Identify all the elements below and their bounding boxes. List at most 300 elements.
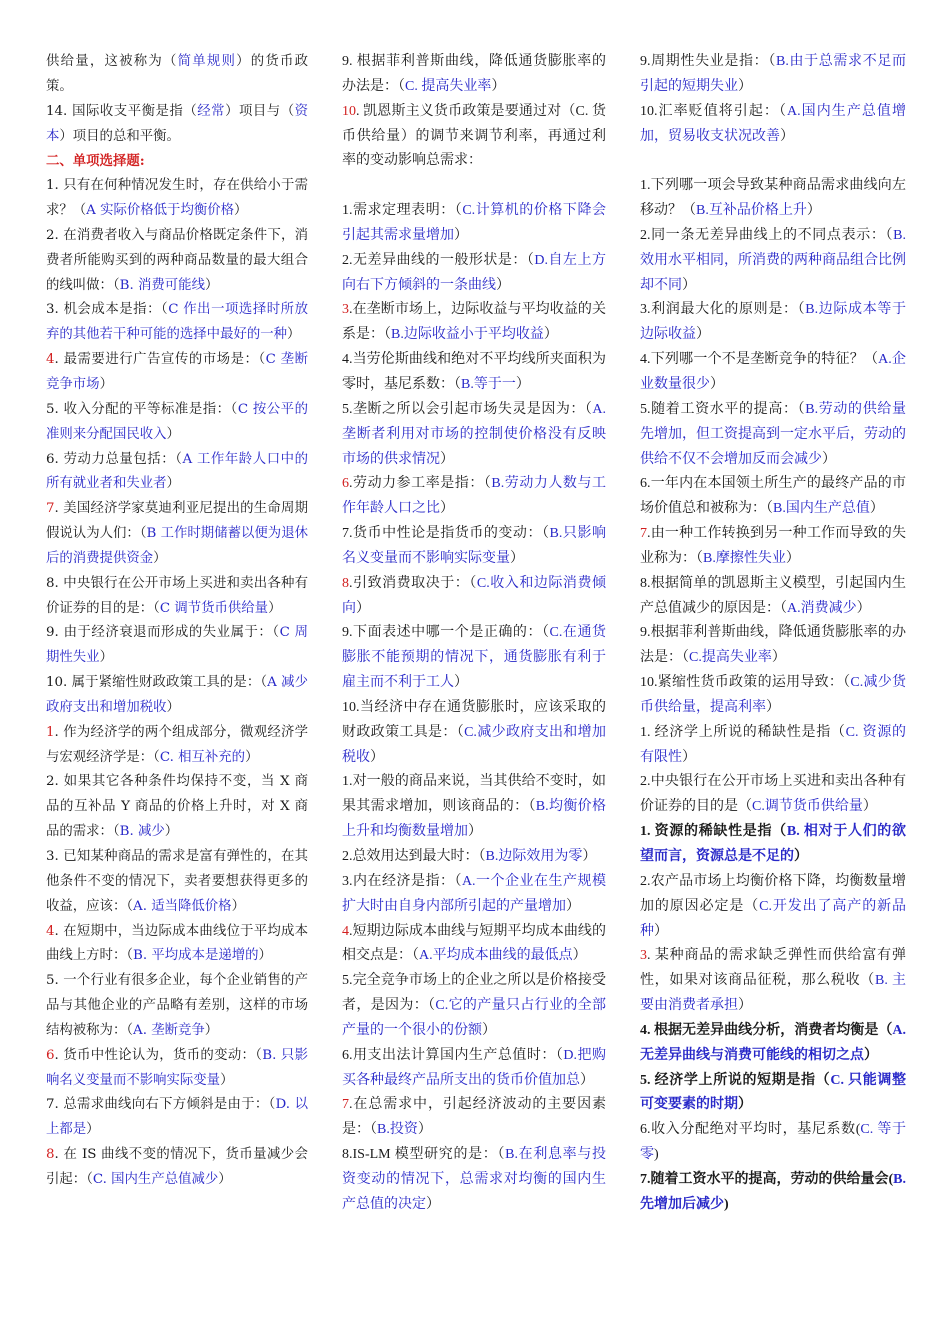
question-text: . 中央银行在公开市场上买进和卖出各种有价证券的目的是：（ — [46, 575, 308, 616]
question-text: .垄断之所以会引起市场失灵是因为：（ — [349, 401, 593, 417]
question-number: 10 — [640, 103, 654, 119]
question-text: .收入分配绝对平均时，基尼系数( — [647, 1122, 861, 1138]
answer-text: B. 平均成本是递增的 — [133, 948, 259, 964]
question-text: . 根据菲利普斯曲线，降低通货膨胀率的办法是：（ — [342, 54, 606, 94]
question-text: .下面表述中哪一个是正确的：（ — [349, 625, 550, 641]
question-text: .短期边际成本曲线与短期平均成本曲线的相交点是：（ — [342, 923, 606, 964]
question-item — [342, 870, 606, 920]
question-text-tail: ） — [654, 923, 668, 939]
question-item — [640, 298, 906, 348]
question-number: 7 — [640, 1171, 647, 1187]
question-text: .一年内在本国领土所生产的最终产品的市场价值总和被称为：（ — [640, 476, 906, 517]
answer-text: A.消费减少 — [787, 600, 857, 616]
answer-text: B 工作时期储蓄以便为退休后的消费提供资金 — [46, 526, 308, 566]
question-text-tail: ) — [724, 1196, 729, 1212]
question-item — [342, 845, 606, 870]
question-text: . 在短期中，当边际成本曲线位于平均成本曲线上方时：（ — [46, 923, 308, 964]
question-text: .在总需求中，引起经济波动的主要因素是：（ — [342, 1097, 606, 1138]
question-text-tail: ） — [166, 476, 180, 492]
question-number: 5 — [46, 973, 55, 989]
question-text: . 最需要进行广告宣传的市场是：（ — [54, 352, 266, 368]
answer-text: B. 先增加后减少 — [640, 1171, 907, 1212]
question-text: .对一般的商品来说，当其供给不变时，如果其需求增加，则该商品的：（ — [342, 774, 606, 815]
question-text: .随着工资水平的提高：（ — [647, 401, 806, 417]
answer-text: B. 相对于人们的欲望而言，资源总是不足的 — [640, 824, 906, 864]
question-item — [46, 572, 308, 622]
question-item — [342, 249, 606, 299]
question-number: 1 — [640, 178, 647, 194]
question-text: . 只有在何种情况发生时，存在供给小于需求？（ — [46, 178, 308, 219]
question-number: 4 — [46, 352, 55, 368]
question-item — [342, 969, 606, 1044]
question-item — [46, 224, 308, 299]
question-text-tail: ） — [370, 749, 384, 765]
answer-text: B.边际效用为零 — [485, 849, 583, 864]
question-number: 5 — [46, 401, 55, 417]
answer-text: C.减少货币供给量，提高利率 — [640, 675, 907, 715]
question-number: 3 — [46, 302, 55, 318]
answer-text: C. 提高失业率 — [405, 78, 492, 94]
question-item — [46, 448, 308, 498]
question-item — [640, 398, 906, 473]
question-number: 4 — [640, 1022, 647, 1038]
question-text-tail: ） — [468, 824, 482, 840]
question-number: 9 — [640, 625, 647, 641]
question-number: 7 — [640, 526, 647, 542]
question-text-tail: ） — [682, 749, 696, 765]
question-text: .用支出法计算国内生产总值时：（ — [349, 1047, 564, 1063]
question-item — [342, 100, 606, 175]
question-text-tail: ） — [356, 600, 370, 616]
question-text-tail: ） — [440, 451, 454, 467]
question-item — [640, 1019, 906, 1069]
question-item — [342, 1143, 606, 1218]
question-text-tail: ） — [869, 501, 884, 517]
question-text-tail: ） — [696, 327, 710, 343]
answer-text: D.把购买各种最终产品所支出的货币价值加总 — [342, 1047, 606, 1088]
question-number: 3 — [640, 948, 647, 964]
answer-text: C.计算机的价格下降会引起其需求量增加 — [342, 203, 606, 243]
question-number: 9 — [46, 625, 55, 641]
answer-text: A.平均成本曲线的最低点 — [419, 948, 573, 964]
question-text-tail: ） — [245, 749, 259, 765]
answer-text: A. 垄断竞争 — [133, 1022, 205, 1038]
answer-text: B.摩擦性失业 — [703, 550, 786, 566]
question-text-tail: ）项目的总和平衡。 — [59, 128, 180, 144]
question-text: .劳动力参工率是指：（ — [349, 476, 492, 492]
question-number: 10 — [342, 699, 356, 715]
question-item — [46, 174, 308, 224]
question-item — [640, 1168, 906, 1218]
question-text: .货币中性论是指货币的变动：（ — [349, 526, 550, 542]
question-item — [46, 920, 308, 970]
question-text: .下列哪一个不是垄断竞争的特征？（ — [647, 352, 879, 368]
question-text-tail: ） — [496, 277, 510, 293]
question-item — [342, 1093, 606, 1143]
answer-text: B.投资 — [377, 1122, 418, 1138]
question-item — [640, 870, 906, 945]
column-middle — [342, 50, 606, 1218]
question-text: .需求定理表明：（ — [349, 203, 463, 219]
question-text-tail: ） — [268, 600, 282, 616]
question-number: 8 — [46, 1147, 55, 1163]
question-text: . 国际收支平衡是指（ — [63, 103, 198, 119]
question-item — [342, 50, 606, 100]
question-item — [640, 224, 906, 299]
question-number: 9 — [640, 54, 647, 69]
question-text-tail: ） — [785, 550, 800, 566]
question-item — [46, 398, 308, 448]
question-text: .完全竞争市场上的企业之所以是价格接受者，是因为：（ — [342, 973, 606, 1014]
question-text: .利润最大化的原则是：（ — [647, 302, 806, 318]
question-item — [46, 1143, 308, 1193]
answer-text: B.效用水平相同，所消费的两种商品组合比例却不同 — [640, 227, 906, 293]
answer-text: B.劳动的供给量先增加，但工资提高到一定水平后，劳动的供给不仅不会增加反而会减少 — [640, 401, 907, 467]
question-text-tail: ） — [258, 948, 272, 964]
question-item — [342, 348, 606, 398]
answer-text: B.由于总需求不足而引起的短期失业 — [640, 54, 907, 94]
question-item — [640, 621, 906, 671]
question-number: 1 — [342, 774, 349, 790]
question-text-tail: ） — [582, 849, 597, 864]
question-text: .当经济中存在通货膨胀时，应该采取的财政政策工具是：（ — [342, 699, 606, 740]
question-number: 3 — [46, 849, 55, 864]
question-number: 1 — [46, 178, 55, 194]
question-number: 10 — [640, 675, 654, 691]
answer-text: D. 以上都是 — [46, 1097, 308, 1138]
question-number: 3 — [342, 302, 349, 318]
question-text: .周期性失业是指：（ — [647, 54, 776, 69]
question-text-tail: ） — [491, 78, 506, 94]
question-text-tail: ） — [166, 699, 180, 715]
question-text: . 经济学上所说的短期是指（ — [647, 1072, 831, 1088]
question-item — [342, 770, 606, 845]
question-number: 6 — [640, 1122, 647, 1138]
answer-text: 简单规则 — [177, 54, 237, 69]
question-number: 5 — [342, 401, 349, 417]
question-text-tail: ） — [417, 1122, 432, 1138]
answer-text: B.国内生产总值 — [773, 501, 870, 517]
question-number: 6 — [342, 1047, 349, 1063]
question-item — [46, 621, 308, 671]
question-text-tail: ） — [738, 1097, 752, 1113]
answer-text: A 实际价格低于均衡价格 — [86, 203, 235, 219]
question-text: .IS-LM 模型研究的是：（ — [349, 1147, 506, 1163]
question-text-tail: ） — [856, 600, 871, 616]
question-item — [46, 298, 308, 348]
answer-text: C.减少政府支出和增加税收 — [342, 724, 606, 765]
question-text-tail: ） — [822, 451, 836, 467]
answer-text: A 减少政府支出和增加税收 — [46, 675, 308, 715]
question-text-tail: ） — [682, 277, 696, 293]
question-text-tail: ） — [510, 550, 524, 566]
question-text-tail: ） — [164, 824, 179, 840]
question-text-tail: ） — [204, 1022, 219, 1038]
question-text-tail: ） — [204, 277, 219, 293]
question-number: 14 — [46, 103, 64, 119]
question-item — [342, 920, 606, 970]
question-number: 10 — [46, 675, 64, 691]
answer-text: B. 减少 — [119, 824, 165, 840]
question-text-tail: ） — [806, 203, 821, 219]
question-item — [640, 50, 906, 100]
question-text: . 机会成本是指：（ — [54, 302, 169, 318]
question-text-tail: ） — [794, 849, 808, 864]
question-item — [46, 1093, 308, 1143]
question-text-tail: ） — [426, 1196, 440, 1212]
question-item — [46, 969, 308, 1044]
answer-text: A.企业数量很少 — [640, 352, 906, 392]
question-item — [640, 671, 906, 721]
question-text: .由一种工作转换到另一种工作而导致的失业称为：（ — [640, 526, 906, 566]
question-number: 9 — [342, 625, 349, 641]
question-text-tail: ） — [454, 227, 468, 243]
answer-text: 经常 — [197, 103, 226, 119]
question-item — [342, 199, 606, 249]
question-number: 2 — [342, 849, 349, 864]
question-item — [640, 1118, 906, 1168]
question-item — [46, 348, 308, 398]
question-item — [342, 572, 606, 622]
question-text-tail: ） — [864, 1047, 878, 1063]
question-text: . 属于紧缩性财政政策工具的是：（ — [63, 675, 268, 691]
answer-text: D.自左上方向右下方倾斜的一条曲线 — [342, 252, 606, 293]
question-text: 供给量，这被称为（ — [46, 54, 178, 69]
question-item — [46, 50, 308, 100]
answer-text: C 垄断竞争市场 — [46, 352, 308, 392]
question-item — [342, 1044, 606, 1094]
question-number: 2 — [640, 227, 647, 243]
question-number: 7 — [46, 1097, 55, 1113]
answer-text: B. 消费可能线 — [119, 277, 205, 293]
question-item — [640, 472, 906, 522]
question-number: 7 — [342, 526, 349, 542]
answer-text: B.劳动力人数与工作年龄人口之比 — [342, 476, 606, 517]
question-number: 8 — [342, 575, 349, 591]
question-text: . 某种商品的需求缺乏弹性而供给富有弹性，如果对该商品征税，那么税收（ — [640, 948, 906, 989]
answer-text: C. 相互补充的 — [159, 749, 246, 765]
answer-text: C 调节货币供给量 — [159, 600, 269, 616]
question-item — [640, 522, 906, 572]
answer-text: C 作出一项选择时所放弃的其他若干种可能的选择中最好的一种 — [46, 302, 308, 343]
question-item — [640, 944, 906, 1019]
answer-text: B.互补品价格上升 — [696, 203, 807, 219]
question-text-tail: ） — [99, 376, 113, 392]
answer-text: C. 国内生产总值减少 — [92, 1171, 219, 1187]
question-text: . 货币中性论认为，货币的变动：（ — [54, 1047, 263, 1063]
question-text-tail: ） — [231, 898, 245, 914]
question-number: 8 — [46, 575, 55, 591]
question-text: .根据简单的凯恩斯主义模型，引起国内生产总值减少的原因是：（ — [640, 575, 906, 616]
answer-text: B.均衡价格上升和均衡数量增加 — [342, 799, 607, 840]
question-number: 5 — [640, 401, 647, 417]
question-number: 3 — [342, 873, 349, 889]
question-item — [640, 1069, 906, 1119]
question-number: 6 — [46, 451, 55, 467]
question-text: .当劳伦斯曲线和绝对不平均线所夹面积为零时，基尼系数：（ — [342, 352, 606, 392]
question-text-tail: ） — [287, 327, 301, 343]
question-text: .总效用达到最大时：（ — [349, 849, 486, 864]
answer-text: C. 资源的有限性 — [640, 724, 907, 765]
question-item — [46, 845, 308, 920]
question-number: 6 — [342, 476, 349, 492]
question-number: 5 — [342, 973, 349, 989]
blank-line — [640, 149, 906, 174]
answer-text: C.它的产量只占行业的全部产量的一个很小的份额 — [342, 998, 607, 1038]
question-item — [342, 298, 606, 348]
question-text: . 凯恩斯主义货币政策是要通过对（C. 货币供给量）的调节来调节利率，再通过利率的变动影响总需求： — [342, 103, 606, 169]
question-text: .汇率贬值将引起：（ — [654, 103, 788, 119]
question-text: .紧缩性货币政策的运用导致：（ — [654, 675, 851, 691]
question-text: . 由于经济衰退而形成的失业属于：（ — [54, 625, 280, 641]
question-text-tail: ） — [771, 650, 786, 666]
question-text-tail: ） — [515, 376, 530, 392]
question-number: 9 — [342, 54, 349, 69]
question-number: 4 — [640, 352, 647, 368]
question-text-tail: ） — [862, 799, 877, 815]
question-text: . 资源的稀缺性是指（ — [647, 824, 787, 840]
question-text-tail: ） — [153, 550, 167, 566]
answer-text: C 周期性失业 — [46, 625, 308, 666]
question-number: 7 — [342, 1097, 349, 1113]
answer-text: C.收入和边际消费倾向 — [342, 575, 607, 616]
answer-text: C 按公平的准则来分配国民收入 — [46, 401, 308, 442]
question-number: 1 — [342, 203, 349, 219]
question-text: . 总需求曲线向右下方倾斜是由于：（ — [54, 1097, 276, 1113]
question-text-tail: ） — [454, 675, 468, 691]
answer-text: A 工作年龄人口中的所有就业者和失业者 — [46, 451, 308, 492]
question-item — [640, 770, 906, 820]
question-number: 4 — [342, 352, 349, 368]
question-text: .下列哪一项会导致某种商品需求曲线向左移动？（ — [640, 178, 906, 219]
answer-text: C.开发出了高产的新品种 — [640, 898, 907, 939]
question-number: 7 — [46, 501, 55, 517]
question-number: 1 — [46, 724, 55, 740]
question-text-tail: ） — [86, 1122, 100, 1138]
question-text-tail: ） — [766, 699, 780, 715]
answer-text: C.提高失业率 — [689, 650, 772, 666]
answer-text: B. 只影响名义变量而不影响实际变量 — [46, 1047, 308, 1088]
question-number: 3 — [640, 302, 647, 318]
question-text-tail: ） — [580, 1072, 594, 1088]
question-text-tail: ） — [738, 998, 752, 1014]
question-text: . 如果其它各种条件均保持不变，当 X 商品的互补品 Y 商品的价格上升时，对 X 商品的需求：（ — [46, 774, 308, 840]
question-text: . 一个行业有很多企业，每个企业销售的产品与其他企业的产品略有差别，这样的市场结构被称为：（ — [46, 973, 308, 1038]
question-item — [46, 721, 308, 771]
question-item — [46, 770, 308, 845]
question-text: .在垄断市场上，边际收益与平均收益的关系是：（ — [342, 302, 606, 343]
question-item — [640, 348, 906, 398]
blank-line — [342, 174, 606, 199]
question-item — [640, 820, 906, 870]
question-text: . 收入分配的平等标准是指：（ — [54, 401, 238, 417]
question-item — [640, 174, 906, 224]
question-text-tail: ） — [543, 327, 558, 343]
answer-text: C.在通货膨胀不能预期的情况下，通货膨胀有利于雇主而不利于工人 — [342, 625, 606, 691]
question-item — [342, 472, 606, 522]
answer-text: A.一个企业在生产规模扩大时由自身内部所引起的产量增加 — [342, 873, 606, 914]
question-number: 2 — [342, 252, 349, 268]
question-number: 5 — [640, 1072, 647, 1088]
answer-text: 资本 — [46, 103, 309, 144]
question-text-tail: ) — [654, 1147, 659, 1163]
question-text-tail: ） — [482, 1022, 496, 1038]
question-text: .随着工资水平的提高，劳动的供给量会( — [647, 1171, 894, 1187]
question-text: .根据菲利普斯曲线，降低通货膨胀率的办法是：（ — [640, 625, 906, 666]
question-item — [640, 721, 906, 771]
question-number: 2 — [640, 873, 647, 889]
question-item — [46, 1044, 308, 1094]
question-text: .引致消费取决于：（ — [349, 575, 477, 591]
section-heading: 二、单项选择题: — [46, 153, 145, 170]
question-number: 1 — [640, 724, 647, 740]
question-text: . 劳动力总量包括：（ — [54, 451, 183, 467]
question-text: .内在经济是指：（ — [349, 873, 462, 889]
question-item — [342, 696, 606, 771]
question-number: 10 — [342, 103, 356, 119]
answer-text: A. 无差异曲线与消费可能线的相切之点 — [640, 1022, 906, 1063]
question-number: 8 — [342, 1147, 349, 1163]
question-number: 2 — [640, 774, 647, 790]
question-text-tail: ） — [166, 426, 180, 442]
answer-text: A. 适当降低价格 — [133, 898, 232, 914]
answer-text: C.调节货币供给量 — [752, 799, 863, 815]
question-number: 6 — [46, 1047, 55, 1063]
answer-text: B.等于一 — [461, 376, 516, 392]
question-text-tail: ） — [234, 203, 248, 219]
answer-text: B.边际收益小于平均收益 — [391, 327, 544, 343]
question-text: .中央银行在公开市场上买进和卖出各种有价证券的目的是（ — [640, 774, 906, 815]
question-text: . 根据无差异曲线分析，消费者均衡是（ — [647, 1022, 893, 1038]
question-text-tail: ）项目与（ — [225, 103, 295, 119]
question-text-tail: ） — [572, 948, 587, 964]
question-text-tail: ） — [99, 650, 113, 666]
question-item — [640, 572, 906, 622]
question-item — [46, 671, 308, 721]
question-text-tail: ） — [738, 78, 752, 94]
question-item — [640, 100, 906, 150]
question-text: .同一条无差异曲线上的不同点表示：（ — [647, 227, 894, 243]
question-item — [342, 398, 606, 473]
question-item — [46, 497, 308, 572]
question-text-tail: ） — [566, 898, 580, 914]
question-number: 4 — [46, 923, 55, 939]
question-number: 1 — [640, 824, 647, 840]
question-item — [342, 522, 606, 572]
question-number: 4 — [342, 923, 349, 939]
question-text-tail: ） — [780, 128, 794, 144]
column-right — [640, 50, 906, 1218]
answer-text: C. 等于零 — [640, 1122, 906, 1163]
question-text: . 美国经济学家莫迪利亚尼提出的生命周期假说认为人们：（ — [46, 501, 308, 542]
answer-text: B. 主要由消费者承担 — [640, 973, 907, 1014]
question-text-tail: ） — [710, 376, 724, 392]
question-text-tail: ） — [218, 1171, 232, 1187]
question-text: . 在消费者收入与商品价格既定条件下，消费者所能购买到的两种商品数量的最大组合的线叫做：（ — [46, 227, 308, 293]
question-text: .农产品市场上均衡价格下降，均衡数量增加的原因必定是（ — [640, 873, 906, 914]
question-item — [46, 100, 308, 150]
answer-text: C. 只能调整可变要素的时期 — [640, 1072, 906, 1113]
answer-text: B.边际成本等于边际收益 — [640, 302, 907, 343]
answer-text: B.在利息率与投资变动的情况下，总需求对均衡的国内生产总值的决定 — [342, 1147, 606, 1212]
answer-text: A.国内生产总值增加，贸易收支状况改善 — [640, 103, 906, 144]
question-text: .无差异曲线的一般形状是：（ — [349, 252, 535, 268]
question-number: 2 — [46, 227, 55, 243]
question-number: 8 — [640, 575, 647, 591]
question-text-tail: ）的货币政策。 — [46, 54, 309, 94]
answer-text: B.只影响名义变量而不影响实际变量 — [342, 526, 606, 566]
question-number: 6 — [640, 476, 647, 492]
